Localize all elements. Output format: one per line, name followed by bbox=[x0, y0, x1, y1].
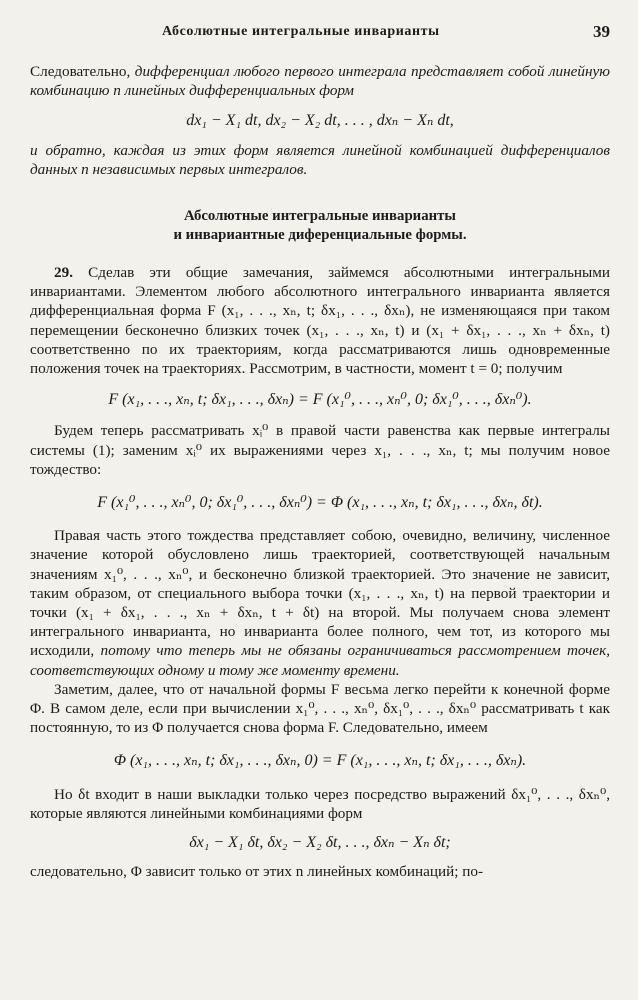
paragraph-5 bbox=[30, 526, 610, 680]
page-number: 39 bbox=[593, 22, 610, 41]
paragraph-3 bbox=[30, 263, 610, 378]
page-header bbox=[30, 22, 610, 48]
paragraph-1 bbox=[30, 62, 610, 100]
paragraph-2: и обратно, каждая из этих форм является линейной комбинацией дифференциалов данных n независимых первых интегралов. bbox=[30, 141, 610, 178]
equation-1: dx₁ − X₁ dt, dx₂ − X₂ dt, . . . , dxₙ − Xₙ dt, bbox=[186, 112, 454, 130]
paragraph-3-text: Сделав эти общие замечания, займемся абсолютными интегральными инвариантами. Элементом любого абсолютного интегрального инварианта является дифференциальная форма F (x₁, . . ., xₙ, t; δx₁, . . ., δxₙ), не изменяющаяся при таком перемещении бесконечно близких точек (x₁, . . ., xₙ, t) и (x₁ + δx₁, . . ., xₙ + δxₙ, t) соответственно по их траекториям, когда рассматриваются лишь одновременные положения точек на траекториях. Рассмотрим, в частности, момент t = 0; получим bbox=[30, 264, 610, 378]
paragraph-7: Но δt входит в наши выкладки только через посредство выражений δx₁⁰, . . ., δxₙ⁰, которые являются линейными комбинациями форм bbox=[30, 785, 610, 822]
section-number: 29. bbox=[54, 264, 73, 282]
paragraph-5-text: Правая часть этого тождества представляет собою, очевидно, величину, численное значение которой обусловлено лишь траекторией, соответствующей начальным значениям x₁⁰, . . ., xₙ⁰, и бесконечно близкой траекторией. Это значение не зависит, таким образом, от специального выбора точки (x₁, . . ., xₙ, t) на первой траектории и точки (x₁ + δx₁, . . ., xₙ + δxₙ, t + δt) на второй. Мы получаем снова элемент интегрального инварианта, но инварианта более полного, чем тот, из которого мы исходили, bbox=[30, 527, 610, 660]
paragraph-1-italic: дифференциал любого первого интеграла представляет собой линейную комбинацию n линейных дифференциальных форм bbox=[30, 63, 610, 100]
section-heading-line-1: Абсолютные интегральные инварианты bbox=[184, 208, 456, 225]
equation-5: δx₁ − X₁ δt, δx₂ − X₂ δt, . . ., δxₙ − Xₙ δt; bbox=[189, 834, 451, 852]
equation-4: Φ (x₁, . . ., xₙ, t; δx₁, . . ., δxₙ, 0) = F (x₁, . . ., xₙ, t; δx₁, . . ., δxₙ). bbox=[113, 752, 527, 770]
paragraph-6: Заметим, далее, что от начальной формы F весьма легко перейти к конечной форме Φ. В самом деле, если при вычислении x₁⁰, . . ., xₙ⁰, δx₁⁰, . . ., δxₙ⁰ рассматривать t как постоянную, то из Φ получается снова форма F. Следовательно, имеем bbox=[30, 680, 610, 737]
paragraph-8: следовательно, Φ зависит только от этих n линейных комбинаций; по- bbox=[30, 863, 484, 881]
paragraph-1-lead: Следовательно, bbox=[30, 63, 135, 80]
equation-2: F (x₁, . . ., xₙ, t; δx₁, . . ., δxₙ) = F (x₁⁰, . . ., xₙ⁰, 0; δx₁⁰, . . ., δxₙ⁰). bbox=[108, 391, 532, 409]
section-heading-line-2: и инвариантные диференциальные формы. bbox=[173, 227, 467, 244]
book-page bbox=[30, 22, 610, 982]
running-title: Абсолютные интегральные инварианты bbox=[162, 24, 440, 39]
section-heading bbox=[30, 207, 610, 245]
equation-3: F (x₁⁰, . . ., xₙ⁰, 0; δx₁⁰, . . ., δxₙ⁰) = Φ (x₁, . . ., xₙ, t; δx₁, . . ., δxₙ, δt). bbox=[97, 494, 543, 512]
paragraph-4: Будем теперь рассматривать xᵢ⁰ в правой части равенства как первые интегралы системы (1); заменим xᵢ⁰ их выражениями через x₁, . . ., xₙ, t; мы получим новое тождество: bbox=[30, 422, 610, 478]
paragraph-5-italic: потому что теперь мы не обязаны ограничиваться рассмотрением точек, соответствующих одному и тому же моменту времени. bbox=[30, 642, 611, 679]
